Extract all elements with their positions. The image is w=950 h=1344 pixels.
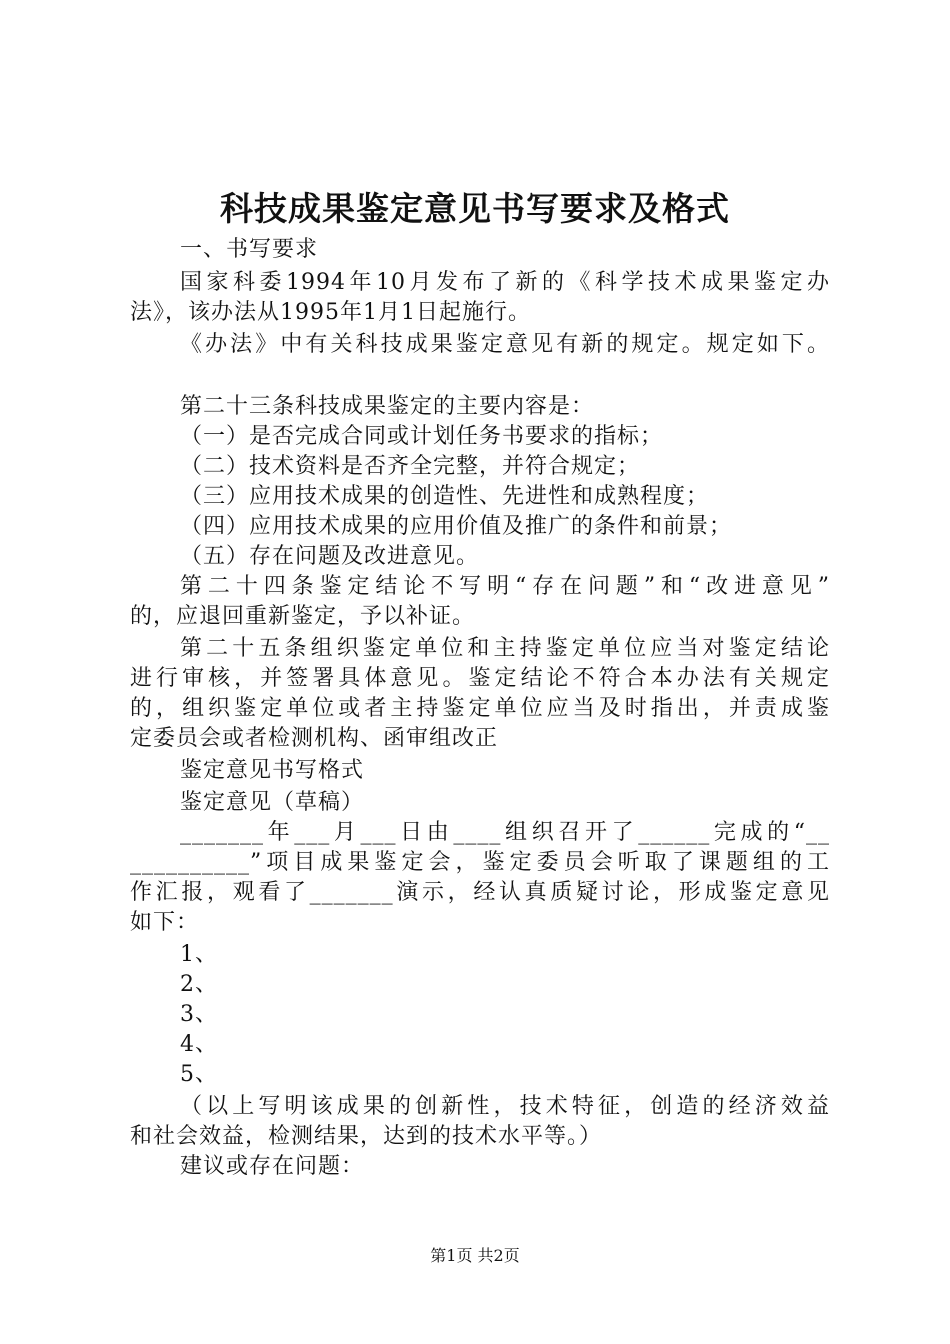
paragraph-line: 法》，该办法从1995年1月1日起施行。 — [130, 300, 531, 325]
paragraph-line: 国家科委1994年10月发布了新的《科学技术成果鉴定办 — [180, 270, 830, 295]
paragraph-line: 第二十四条鉴定结论不写明“存在问题”和“改进意见” — [180, 574, 830, 599]
paragraph-line: 第二十五条组织鉴定单位和主持鉴定单位应当对鉴定结论 — [180, 636, 830, 661]
list-item: （三）应用技术成果的创造性、先进性和成熟程度； — [180, 484, 710, 509]
numbered-item: 4、 — [180, 1032, 218, 1057]
list-item: （五）存在问题及改进意见。 — [180, 544, 480, 569]
note-line: 和社会效益，检测结果，达到的技术水平等。） — [130, 1124, 603, 1149]
suggestion-heading: 建议或存在问题： — [180, 1154, 365, 1179]
paragraph-line: 的，组织鉴定单位或者主持鉴定单位应当及时指出，并责成鉴 — [130, 696, 830, 721]
form-line: 如下： — [130, 910, 200, 935]
list-item: （四）应用技术成果的应用价值及推广的条件和前景； — [180, 514, 733, 539]
article-heading: 第二十三条科技成果鉴定的主要内容是： — [180, 394, 595, 419]
list-item: （一）是否完成合同或计划任务书要求的指标； — [180, 424, 664, 449]
paragraph-line: 进行审核，并签署具体意见。鉴定结论不符合本办法有关规定 — [130, 666, 830, 691]
numbered-item: 5、 — [180, 1062, 218, 1087]
paragraph-line: 的，应退回重新鉴定，予以补证。 — [130, 604, 476, 629]
section-heading: 一、书写要求 — [180, 237, 319, 262]
format-heading: 鉴定意见书写格式 — [180, 758, 365, 783]
form-line: 作汇报，观看了_______演示，经认真质疑讨论，形成鉴定意见 — [130, 880, 830, 905]
draft-heading: 鉴定意见（草稿） — [180, 790, 365, 815]
list-item: （二）技术资料是否齐全完整，并符合规定； — [180, 454, 641, 479]
note-line: （以上写明该成果的创新性，技术特征，创造的经济效益 — [180, 1094, 830, 1119]
form-line: __________”项目成果鉴定会，鉴定委员会听取了课题组的工 — [130, 850, 830, 875]
page-footer: 第1页 共2页 — [430, 1246, 520, 1265]
numbered-item: 1、 — [180, 942, 218, 967]
page-title: 科技成果鉴定意见书写要求及格式 — [220, 189, 730, 228]
paragraph-line: 《办法》中有关科技成果鉴定意见有新的规定。规定如下。 — [180, 332, 830, 357]
paragraph-line: 定委员会或者检测机构、函审组改正 — [130, 726, 499, 751]
numbered-item: 2、 — [180, 972, 218, 997]
numbered-item: 3、 — [180, 1002, 218, 1027]
form-line: _______年___月___日由____组织召开了______完成的“__ — [180, 820, 830, 845]
